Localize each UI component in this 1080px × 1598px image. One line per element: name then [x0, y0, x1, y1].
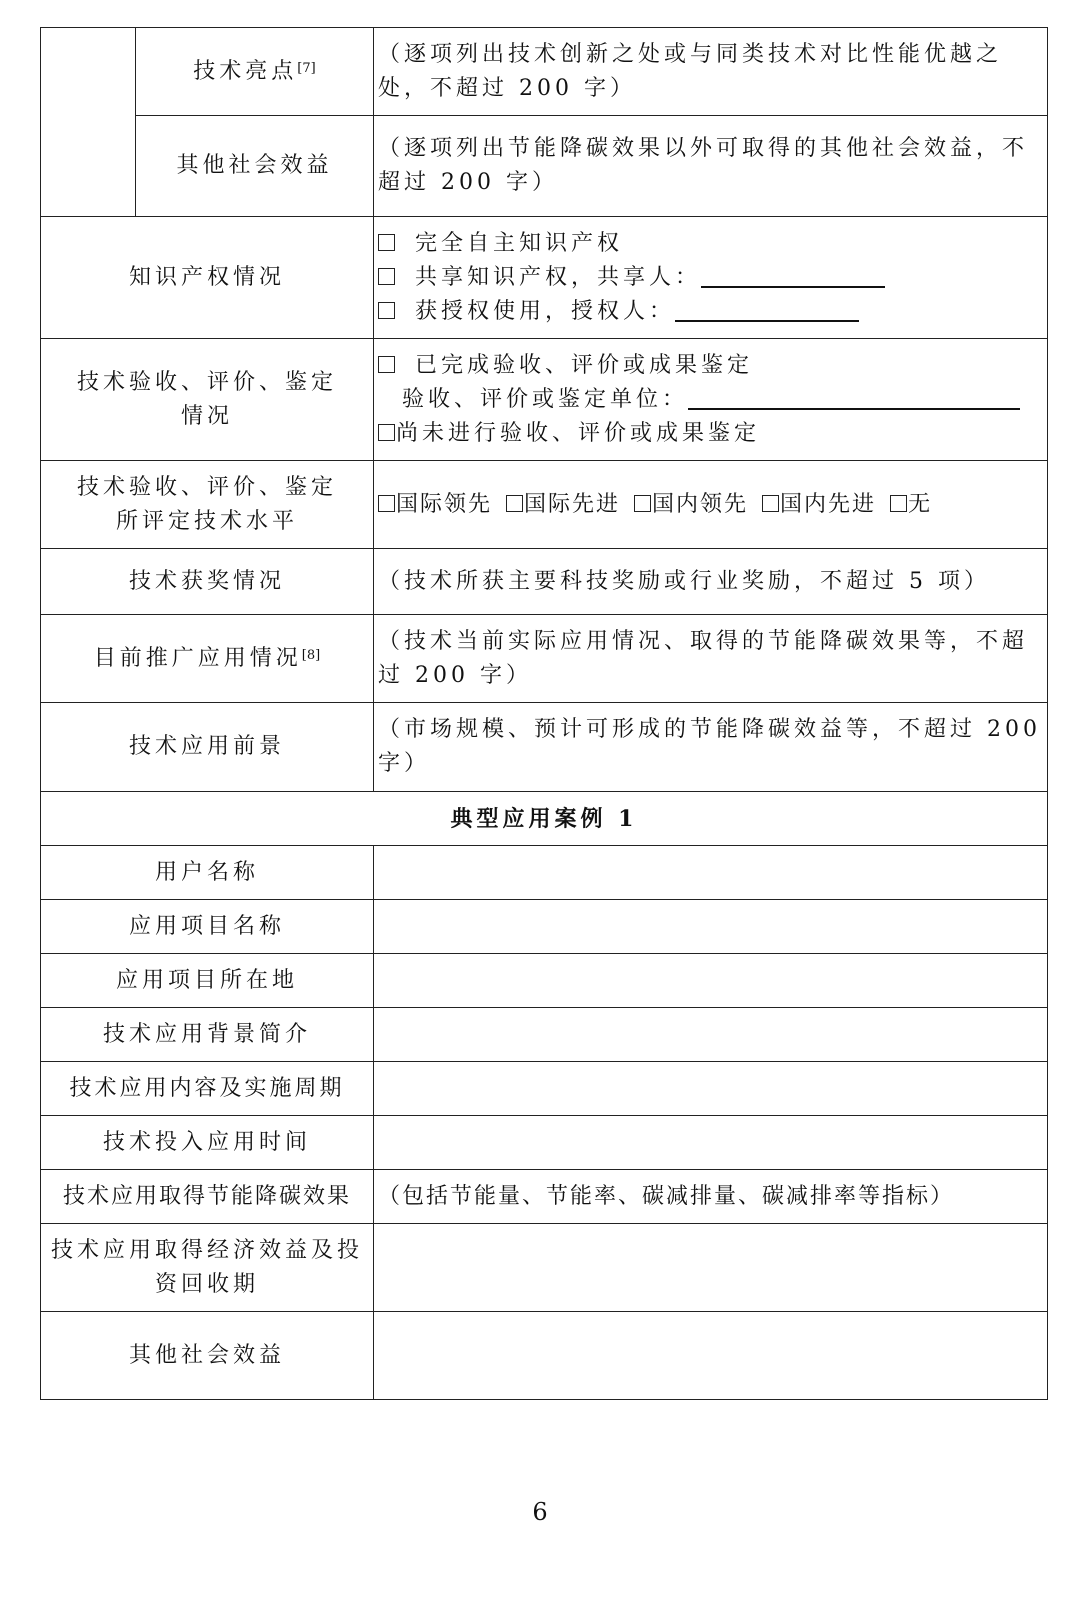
case-row	[41, 846, 1048, 900]
licensor-blank-line[interactable]	[675, 298, 859, 322]
row-technical-highlights	[41, 28, 1048, 116]
page-number: 6	[532, 1498, 548, 1526]
acceptance-unit-label: 验收、评价或鉴定单位：	[402, 386, 689, 412]
level-option-domestic-leading[interactable]: 国内领先	[634, 492, 748, 517]
other-benefits-label: 其他社会效益	[136, 116, 374, 217]
ip-label: 知识产权情况	[41, 217, 374, 339]
case-row-label: 技术应用取得经济效益及投资回收期	[41, 1224, 374, 1312]
row-case-heading	[41, 792, 1048, 846]
footnote-marker-7: [7]	[297, 60, 316, 76]
acceptance-option-pending[interactable]	[378, 417, 1045, 451]
row-intellectual-property	[41, 217, 1048, 339]
checkbox-icon[interactable]	[506, 495, 523, 512]
acceptance-option-label: 尚未进行验收、评价或成果鉴定	[396, 420, 761, 446]
case-row-value[interactable]	[374, 1312, 1048, 1400]
row-awards	[41, 549, 1048, 615]
highlights-content[interactable]: （逐项列出技术创新之处或与同类技术对比性能优越之处，不超过 200 字）	[374, 28, 1048, 116]
case-row-value[interactable]	[374, 1008, 1048, 1062]
case-row-label: 应用项目所在地	[41, 954, 374, 1008]
promotion-label-cell	[41, 615, 374, 703]
highlights-label-cell	[136, 28, 374, 116]
case-row-value[interactable]	[374, 900, 1048, 954]
ip-option-label: 完全自主知识产权	[415, 230, 624, 256]
case-row-label: 应用项目名称	[41, 900, 374, 954]
case-row-label: 技术应用内容及实施周期	[41, 1062, 374, 1116]
case-row-value[interactable]	[374, 954, 1048, 1008]
promotion-label: 目前推广应用情况	[93, 645, 302, 671]
merged-category-cell	[41, 28, 136, 217]
case-row-value[interactable]	[374, 846, 1048, 900]
case-row-value[interactable]: （包括节能量、节能率、碳减排量、碳减排率等指标）	[374, 1170, 1048, 1224]
level-option-intl-leading[interactable]: 国际领先	[378, 492, 492, 517]
case-row-label: 技术投入应用时间	[41, 1116, 374, 1170]
case-row	[41, 1170, 1048, 1224]
ip-option-independent[interactable]	[378, 227, 1045, 261]
case-row	[41, 1008, 1048, 1062]
level-options	[374, 461, 1048, 549]
level-option-none[interactable]: 无	[890, 492, 932, 517]
checkbox-icon[interactable]	[634, 495, 651, 512]
checkbox-icon[interactable]	[378, 424, 395, 441]
checkbox-icon[interactable]	[890, 495, 907, 512]
checkbox-icon[interactable]	[378, 268, 395, 285]
level-label: 技术验收、评价、鉴定 所评定技术水平	[41, 461, 374, 549]
case-title: 典型应用案例 1	[41, 792, 1048, 846]
acceptance-options	[374, 339, 1048, 461]
case-row-label: 技术应用取得节能降碳效果	[41, 1170, 374, 1224]
case-row	[41, 954, 1048, 1008]
awards-content[interactable]: （技术所获主要科技奖励或行业奖励，不超过 5 项）	[374, 549, 1048, 615]
promotion-content[interactable]: （技术当前实际应用情况、取得的节能降碳效果等，不超过 200 字）	[374, 615, 1048, 703]
case-row-label: 其他社会效益	[41, 1312, 374, 1400]
other-benefits-content[interactable]: （逐项列出节能降碳效果以外可取得的其他社会效益，不超过 200 字）	[374, 116, 1048, 217]
acceptance-option-label: 已完成验收、评价或成果鉴定	[415, 352, 754, 378]
case-row	[41, 1312, 1048, 1400]
checkbox-icon[interactable]	[378, 495, 395, 512]
acceptance-label: 技术验收、评价、鉴定 情况	[41, 339, 374, 461]
ip-option-label: 获授权使用，授权人：	[415, 298, 676, 324]
prospects-content[interactable]: （市场规模、预计可形成的节能降碳效益等，不超过 200 字）	[374, 703, 1048, 792]
application-form-table	[40, 27, 1048, 1400]
acceptance-unit	[378, 383, 1045, 417]
case-row	[41, 1224, 1048, 1312]
case-row	[41, 1116, 1048, 1170]
checkbox-icon[interactable]	[378, 356, 395, 373]
checkbox-icon[interactable]	[378, 234, 395, 251]
level-option-domestic-advanced[interactable]: 国内先进	[762, 492, 876, 517]
row-acceptance-status	[41, 339, 1048, 461]
unit-blank-line[interactable]	[688, 386, 1020, 410]
case-row-value[interactable]	[374, 1224, 1048, 1312]
case-row	[41, 900, 1048, 954]
checkbox-icon[interactable]	[378, 302, 395, 319]
case-row-label: 技术应用背景简介	[41, 1008, 374, 1062]
ip-option-licensed[interactable]	[378, 295, 1045, 329]
level-option-intl-advanced[interactable]: 国际先进	[506, 492, 620, 517]
row-current-promotion	[41, 615, 1048, 703]
row-technical-level	[41, 461, 1048, 549]
sharer-blank-line[interactable]	[701, 264, 885, 288]
ip-option-label: 共享知识产权，共享人：	[415, 264, 702, 290]
row-prospects	[41, 703, 1048, 792]
case-row-value[interactable]	[374, 1116, 1048, 1170]
highlights-label: 技术亮点	[193, 58, 298, 84]
row-other-social-benefits	[41, 116, 1048, 217]
ip-option-shared[interactable]	[378, 261, 1045, 295]
case-row	[41, 1062, 1048, 1116]
awards-label: 技术获奖情况	[41, 549, 374, 615]
case-row-value[interactable]	[374, 1062, 1048, 1116]
case-row-label: 用户名称	[41, 846, 374, 900]
acceptance-option-completed[interactable]	[378, 349, 1045, 383]
ip-options	[374, 217, 1048, 339]
footnote-marker-8: [8]	[301, 647, 321, 663]
checkbox-icon[interactable]	[762, 495, 779, 512]
prospects-label: 技术应用前景	[41, 703, 374, 792]
